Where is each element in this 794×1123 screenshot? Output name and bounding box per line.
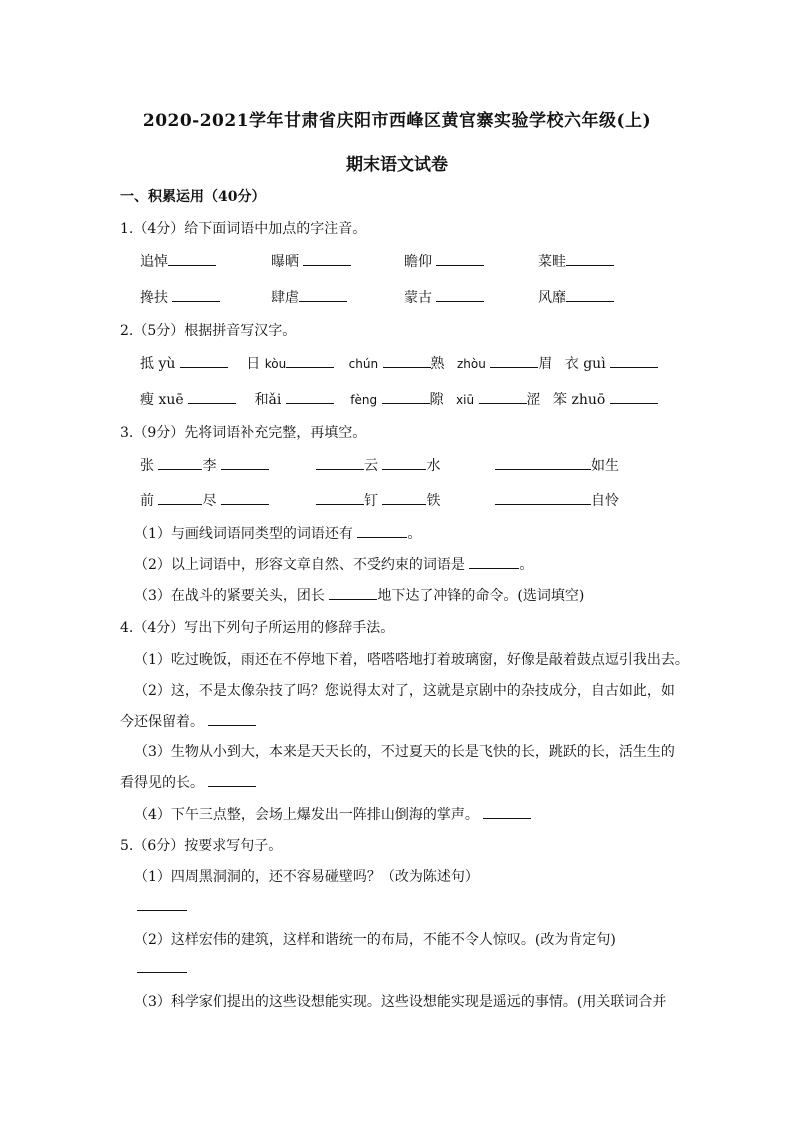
q2-row-2 [140, 389, 658, 409]
sub-text-end: 。 [407, 526, 422, 542]
word: 肆虐 [271, 290, 299, 306]
answer-blank[interactable] [490, 355, 538, 368]
char: 尽 [202, 493, 217, 509]
q4-sentence-3-line2 [120, 772, 256, 792]
char: 熟 [430, 356, 445, 372]
char: 钉 [364, 493, 378, 509]
q3-idiom-5 [316, 490, 440, 510]
word: 蒙古 [404, 290, 432, 306]
answer-blank[interactable] [172, 289, 220, 302]
sub-text: （2）以上词语中，形容文章自然、不受约束的词语是 [134, 557, 465, 573]
answer-blank[interactable] [329, 587, 377, 600]
pinyin-item: 笨 zhuō [553, 392, 606, 408]
answer-blank[interactable] [469, 556, 519, 569]
q5-answer-line-2 [137, 960, 187, 977]
q3-idiom-3 [495, 455, 619, 475]
exam-title-line2: 期末语文试卷 [346, 155, 448, 175]
q3-idiom-4 [140, 490, 269, 510]
pinyin-item: 衣 guì [564, 356, 606, 372]
q1-word-3 [404, 251, 484, 271]
q1-word-6 [271, 287, 347, 307]
sentence-text: 看得见的长。 [120, 775, 204, 791]
q4-sentence-2-line2 [120, 711, 256, 731]
question-2-stem: 2.（5分）根据拼音写汉字。 [120, 323, 297, 339]
pinyin: zhòu [457, 357, 486, 371]
answer-blank[interactable] [436, 289, 484, 302]
sub-text: （3）在战斗的紧要关头，团长 [134, 588, 325, 604]
answer-blank[interactable] [286, 391, 334, 404]
exam-title-line1: 2020-2021学年甘肃省庆阳市西峰区黄官寨实验学校六年级(上) [142, 111, 652, 131]
char: 水 [426, 458, 441, 474]
char: 云 [364, 458, 378, 474]
answer-blank[interactable] [299, 289, 347, 302]
idiom-ending: 自怜 [591, 493, 619, 509]
char: 张 [140, 458, 154, 474]
q3-sub-3 [134, 585, 584, 605]
answer-blank[interactable] [610, 355, 658, 368]
pinyin: kòu [264, 357, 287, 371]
answer-blank[interactable] [382, 457, 426, 470]
pinyin-item: 抵 yù [140, 356, 176, 372]
pinyin: xiū [456, 393, 475, 407]
word: 菜畦 [538, 254, 566, 270]
answer-blank[interactable] [382, 391, 430, 404]
answer-blank[interactable] [610, 391, 658, 404]
idiom-ending: 如生 [591, 458, 619, 474]
answer-blank[interactable] [221, 457, 269, 470]
answer-blank[interactable] [188, 391, 236, 404]
sub-text-end: 。 [519, 557, 534, 573]
char: 前 [140, 493, 154, 509]
answer-blank[interactable] [436, 253, 484, 266]
answer-blank[interactable] [316, 492, 364, 505]
answer-blank[interactable] [221, 492, 269, 505]
q1-word-4 [538, 251, 614, 271]
question-1-stem: 1.（4分）给下面词语中加点的字注音。 [120, 221, 367, 237]
answer-blank[interactable] [483, 806, 531, 819]
sentence-text: 今还保留着。 [120, 714, 204, 730]
q4-sentence-2-line1: （2）这，不是太像杂技了吗？您说得太对了，这就是京剧中的杂技成分，自古如此，如 [134, 683, 675, 699]
q3-sub-2 [134, 554, 533, 574]
sub-text: （1）与画线词语同类型的词语还有 [134, 526, 353, 542]
answer-blank[interactable] [180, 355, 228, 368]
q1-word-1 [140, 251, 216, 271]
answer-blank[interactable] [158, 492, 202, 505]
q2-row-1 [140, 353, 658, 373]
question-5-stem: 5.（6分）按要求写句子。 [120, 838, 283, 854]
char: 铁 [426, 493, 441, 509]
q1-word-8 [538, 287, 614, 307]
q5-sentence-2: （2）这样宏伟的建筑，这样和谐统一的布局，不能不令人惊叹。(改为肯定句) [134, 932, 616, 948]
section-heading: 一、积累运用（40分） [120, 189, 266, 205]
q1-word-2 [271, 251, 351, 271]
answer-blank[interactable] [357, 525, 407, 538]
char: 眉 [538, 356, 553, 372]
answer-blank[interactable] [316, 457, 364, 470]
q3-sub-1 [134, 523, 421, 543]
sentence-text: （4）下午三点整，会场上爆发出一阵排山倒海的掌声。 [134, 807, 479, 823]
q1-word-5 [140, 287, 220, 307]
answer-blank[interactable] [566, 253, 614, 266]
pinyin: chún [348, 357, 379, 371]
answer-blank[interactable] [382, 492, 426, 505]
q1-word-7 [404, 287, 484, 307]
char: 李 [202, 458, 217, 474]
q5-answer-line-1 [137, 898, 187, 915]
q4-sentence-1: （1）吃过晚饭，雨还在不停地下着，嗒嗒嗒地打着玻璃窗，好像是敲着鼓点逗引我出去。 [134, 652, 689, 668]
question-3-stem: 3.（9分）先将词语补充完整，再填空。 [120, 425, 367, 441]
q5-sentence-3: （3）科学家们提出的这些设想能实现。这些设想能实现是遥远的事情。(用关联词合并 [134, 994, 667, 1010]
word: 搀扶 [140, 290, 168, 306]
answer-blank[interactable] [383, 355, 431, 368]
answer-blank[interactable] [286, 355, 334, 368]
word: 风靡 [538, 290, 566, 306]
answer-blank[interactable] [158, 457, 202, 470]
char: 隙 [429, 392, 444, 408]
word: 追悼 [140, 254, 168, 270]
answer-blank[interactable] [479, 391, 527, 404]
answer-blank[interactable] [566, 289, 614, 302]
q3-idiom-6 [495, 490, 619, 510]
q4-sentence-3-line1: （3）生物从小到大，本来是天天长的，不过夏天的长是飞快的长，跳跃的长，活生生的 [134, 744, 675, 760]
answer-blank[interactable] [208, 713, 256, 726]
q5-sentence-1: （1）四周黑洞洞的，还不容易碰壁吗？（改为陈述句） [134, 869, 479, 885]
answer-blank[interactable] [137, 960, 187, 973]
pinyin-item: 和ǎi [254, 392, 282, 408]
answer-blank[interactable] [495, 492, 591, 505]
char: 日 [246, 356, 261, 372]
word: 曝晒 [271, 254, 299, 270]
word: 瞻仰 [404, 254, 432, 270]
pinyin-item: 瘦 xuē [140, 392, 184, 408]
pinyin: fèng [350, 393, 378, 407]
question-4-stem: 4.（4分）写出下列句子所运用的修辞手法。 [120, 620, 395, 636]
char: 涩 [526, 392, 541, 408]
answer-blank[interactable] [137, 898, 187, 911]
q4-sentence-4 [134, 804, 531, 824]
answer-blank[interactable] [303, 253, 351, 266]
q3-idiom-2 [316, 455, 440, 475]
answer-blank[interactable] [495, 457, 591, 470]
answer-blank[interactable] [168, 253, 216, 266]
q3-idiom-1 [140, 455, 269, 475]
sub-text-end: 地下达了冲锋的命令。(选词填空) [377, 588, 585, 604]
answer-blank[interactable] [208, 774, 256, 787]
